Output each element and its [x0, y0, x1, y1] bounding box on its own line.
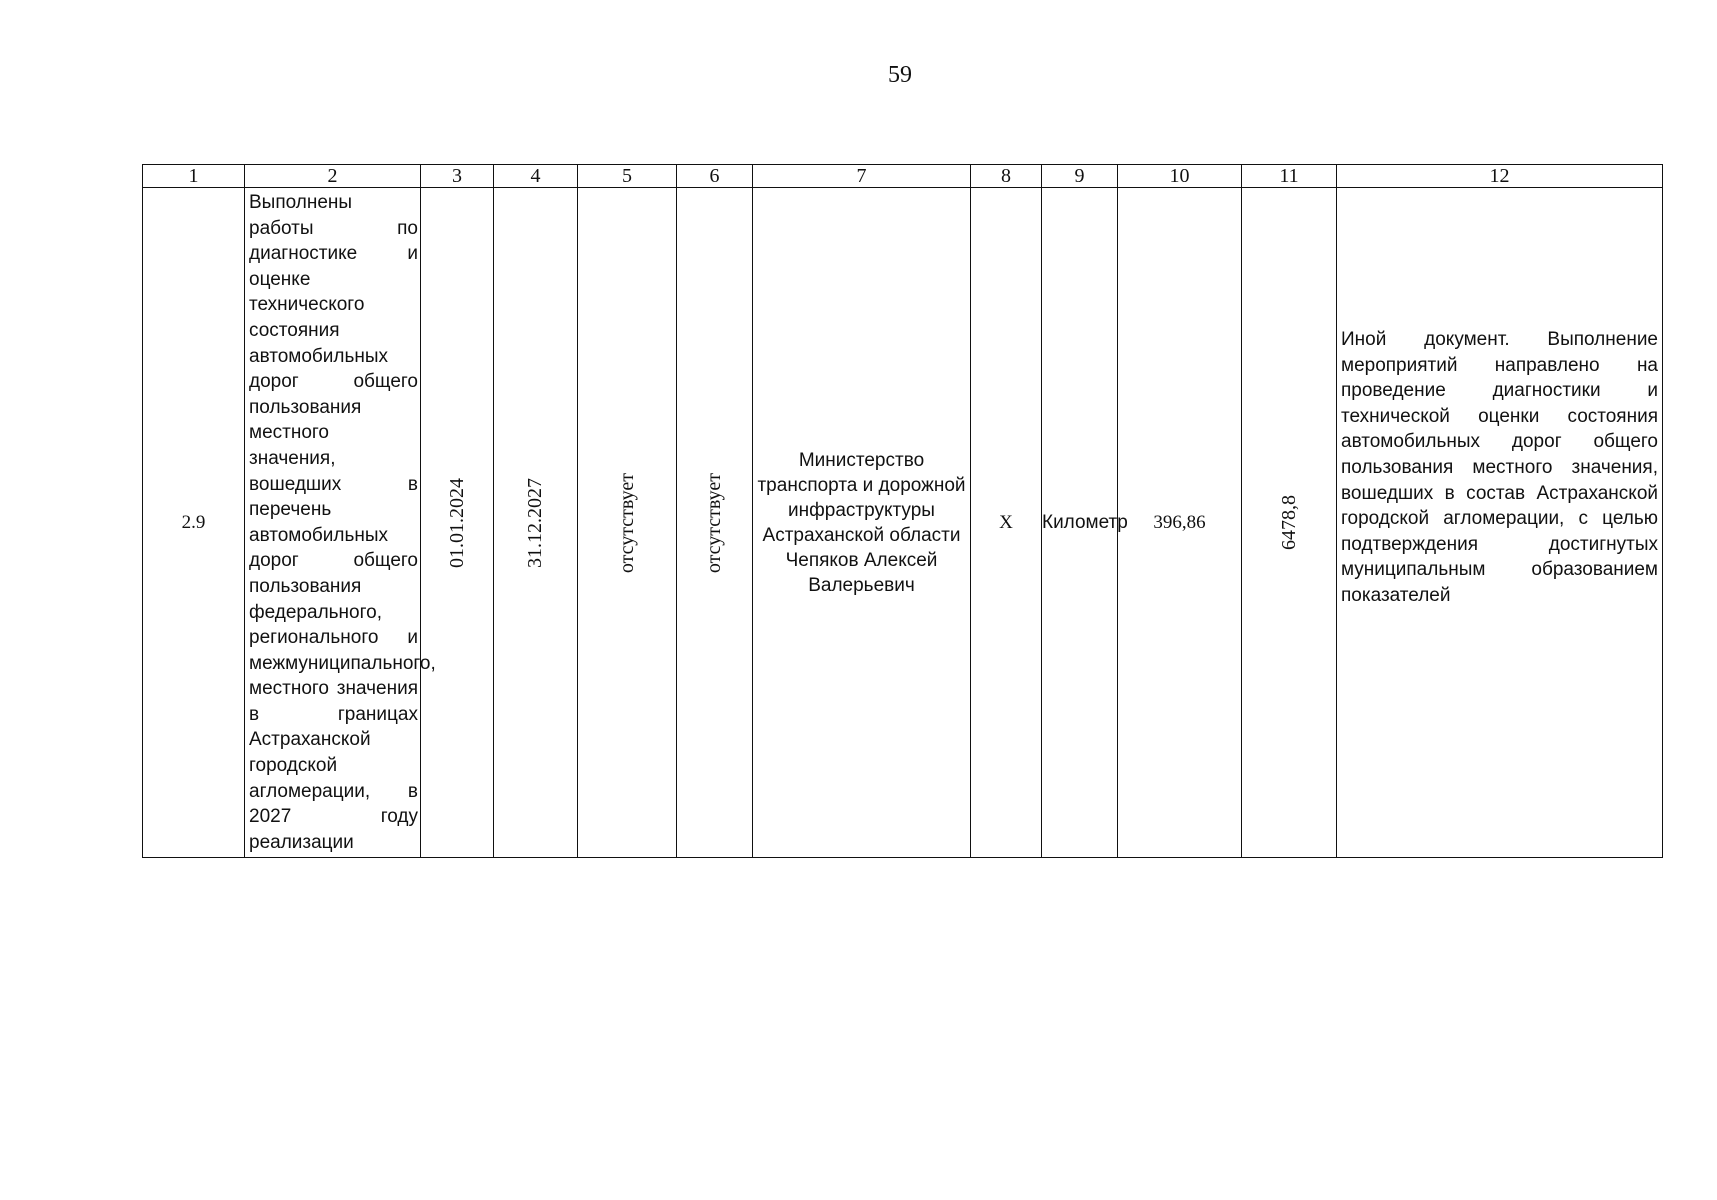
- header-cell: 9: [1042, 165, 1118, 188]
- col5-cell: [578, 188, 677, 858]
- col6-cell: [677, 188, 753, 858]
- header-cell: 3: [421, 165, 494, 188]
- unit-cell: Километр: [1042, 188, 1118, 858]
- activity-description: [245, 188, 436, 858]
- col11-cell: [1242, 188, 1337, 858]
- table-row: [143, 188, 1663, 858]
- activity-description-text: Выполнены работы по диагностике и оценке технического состояния автомобильных дорог общего пользования местного значения, вошедших в перечень автомобильных дорог общего пользования федерального, регионального и межмуниципального, местного значения в границах Астраханской городской агломерации, в 2027 году реализации: [249, 192, 436, 853]
- row-number: 2.9: [143, 188, 245, 858]
- data-table: [142, 164, 1663, 858]
- header-cell: 5: [578, 165, 677, 188]
- responsible-organization: Министерство транспорта и дорожной инфраструктуры Астраханской области: [757, 449, 966, 546]
- col5-value: отсутствует: [615, 472, 638, 573]
- start-date-cell: [421, 188, 494, 858]
- header-cell: 12: [1337, 165, 1663, 188]
- header-cell: 11: [1242, 165, 1337, 188]
- col11-value: 6478,8: [1277, 495, 1300, 551]
- start-date: 01.01.2024: [445, 477, 468, 568]
- header-cell: 2: [245, 165, 421, 188]
- header-cell: 6: [677, 165, 753, 188]
- end-date-cell: [494, 188, 578, 858]
- end-date: 31.12.2027: [524, 477, 546, 568]
- note-cell: [1337, 188, 1663, 858]
- header-cell: 7: [753, 165, 971, 188]
- col8-cell: Х: [971, 188, 1042, 858]
- page-number: 59: [888, 62, 912, 88]
- header-cell: 4: [494, 165, 578, 188]
- responsible-person: Чепяков Алексей Валерьевич: [785, 549, 938, 596]
- header-cell: 8: [971, 165, 1042, 188]
- value-cell: 396,86: [1118, 188, 1242, 858]
- header-cell: 10: [1118, 165, 1242, 188]
- note-text: Иной документ. Выполнение мероприятий направлено на проведение диагностики и технической оценки состояния автомобильных дорог общего пользования местного значения, вошедших в состав Астраханской городской агломерации, с целью подтверждения достигнутых муниципальным образованием показателей: [1341, 328, 1658, 606]
- responsible-cell: [753, 188, 971, 858]
- col6-value: отсутствует: [703, 472, 725, 573]
- header-cell: 1: [143, 165, 245, 188]
- table-header-row: [143, 165, 1663, 188]
